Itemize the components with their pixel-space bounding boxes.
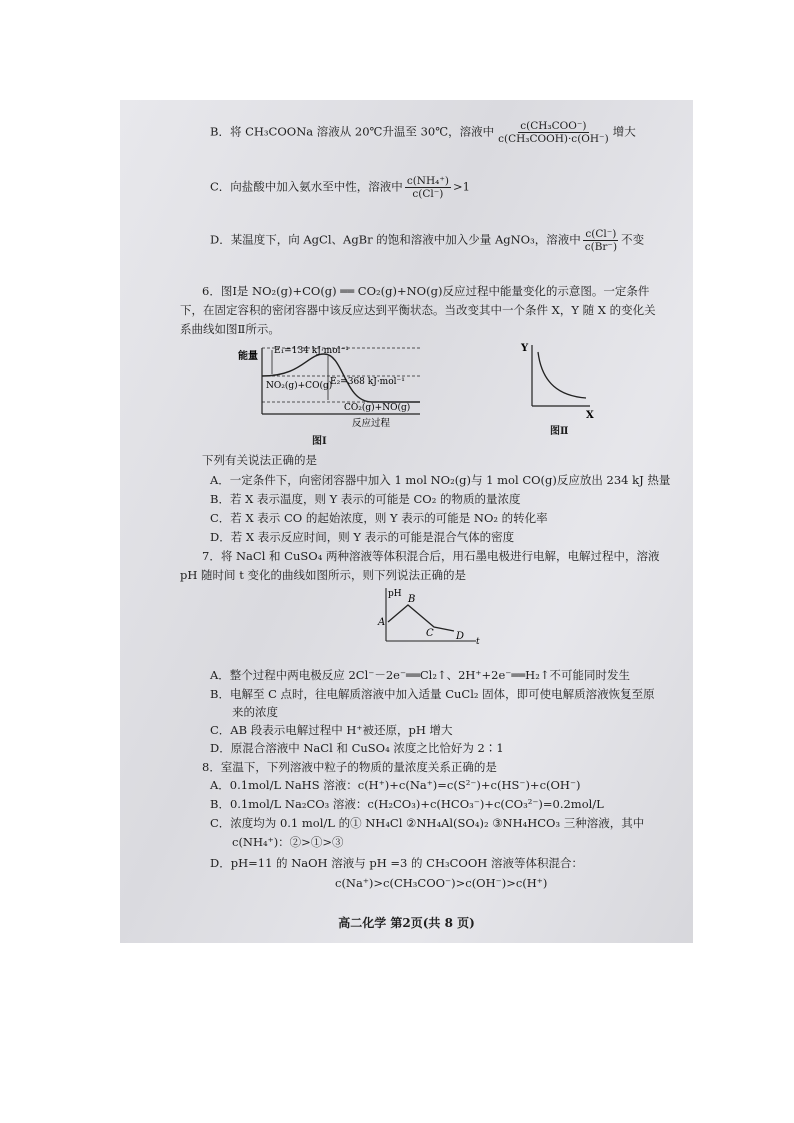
point-b-label: B [408,594,416,605]
e1-label: E₁=134 kJ·mol⁻¹ [274,346,349,356]
point-c-label: C [426,628,434,639]
q6-stem-line-1: 6．图Ⅰ是 NO₂(g)+CO(g) ══ CO₂(g)+NO(g)反应过程中能量变化的示意图。一定条件 [202,284,650,298]
page-footer: 高二化学 第2页(共 8 页) [338,916,475,930]
y-vs-x-graph [518,340,608,420]
q6-option-c: C．若 X 表示 CO 的起始浓度，则 Y 表示的可能是 NO₂ 的转化率 [210,511,548,525]
q5-c-fraction: $\frac{\text{c(NH₄⁺)}}{c(Cl^-)}$ [406,175,449,200]
ph-curve [388,605,454,631]
q7-option-c: C．AB 段表示电解过程中 H⁺被还原，pH 增大 [210,723,453,737]
q7-option-a: A．整个过程中两电极反应 2Cl⁻－2e⁻══Cl₂↑、2H⁺+2e⁻══H₂↑不可能同时发生 [210,668,630,682]
q7-option-d: D．原混合溶液中 NaCl 和 CuSO₄ 浓度之比恰好为 2∶1 [210,741,504,755]
e2-label: E₂=368 kJ·mol⁻¹ [330,377,405,387]
q5-b-fraction: $\frac{\text{c(CH₃COO⁻)}}{\text{c(CH₃COOH)·c(OH⁻)}}$ [498,120,609,145]
q7-stem-line-1: 7．将 NaCl 和 CuSO₄ 两种溶液等体积混合后，用石墨电极进行电解，电解过程中，溶液 [202,549,660,563]
energy-diagram [232,340,442,428]
x-axis-label: X [586,410,594,420]
reactants-label: NO₂(g)+CO(g) [266,381,333,391]
q5-option-b: B．将 CH₃COONa 溶液从 20℃升温至 30℃，溶液中 $\frac{\text{c(CH₃COO⁻)}}{\text{c(CH₃COOH)·c(OH⁻)}}$ 增大 [210,120,636,145]
q7-stem-line-2: pH 随时间 t 变化的曲线如图所示，则下列说法正确的是 [180,568,466,582]
point-d-label: D [456,631,465,642]
q8-option-a: A．0.1mol/L NaHS 溶液：c(H⁺)+c(Na⁺)=c(S²⁻)+c(HS⁻)+c(OH⁻) [210,778,581,792]
q5-d-fraction: $\frac{c(Cl^-)}{c(Br^-)}$ [584,228,618,253]
q7-option-b-cont: 来的浓度 [232,705,278,719]
q6-option-a: A．一定条件下，向密闭容器中加入 1 mol NO₂(g)与 1 mol CO(g)反应放出 234 kJ 热量 [210,473,671,487]
q8-option-d-cont: c(Na⁺)>c(CH₃COO⁻)>c(OH⁻)>c(H⁺) [335,876,548,890]
time-axis-label: t [476,637,480,647]
q6-option-d: D．若 X 表示反应时间，则 Y 表示的可能是混合气体的密度 [210,530,515,544]
products-label: CO₂(g)+NO(g) [344,403,411,413]
q8-option-d: D．pH=11 的 NaOH 溶液与 pH =3 的 CH₃COOH 溶液等体积混合： [210,856,583,870]
figure-1-caption: 图Ⅰ [312,436,327,447]
y-axis-label: Y [521,343,529,354]
figure-2-caption: 图Ⅱ [550,426,569,437]
q8-option-b: B．0.1mol/L Na₂CO₃ 溶液：c(H₂CO₃)+c(HCO₃⁻)+c(CO₃²⁻)=0.2mol/L [210,797,604,811]
q6-stem-line-2: 下，在固定容积的密闭容器中该反应达到平衡状态。当改变其中一个条件 X，Y 随 X 的变化关 [180,303,656,317]
ph-time-graph [372,585,484,655]
decreasing-curve [538,352,586,398]
energy-axis-label: 能量 [238,351,258,362]
q5-option-c: C．向盐酸中加入氨水至中性，溶液中 $\frac{\text{c(NH₄⁺)}}{c(Cl^-)}$ >1 [210,175,470,200]
reaction-process-label: 反应过程 [352,418,391,428]
q5-option-d: D．某温度下，向 AgCl、AgBr 的饱和溶液中加入少量 AgNO₃，溶液中 $\frac{c(Cl^-)}{c(Br^-)}$ 不变 [210,228,645,253]
ph-axis-label: pH [388,589,402,599]
q6-option-b: B．若 X 表示温度，则 Y 表示的可能是 CO₂ 的物质的量浓度 [210,492,521,506]
q6-stem-line-3: 系曲线如图Ⅱ所示。 [180,322,280,336]
q7-option-b: B．电解至 C 点时，往电解质溶液中加入适量 CuCl₂ 固体，即可使电解质溶液恢复至原 [210,687,655,701]
exam-page [120,100,693,943]
q6-lead: 下列有关说法正确的是 [202,453,317,467]
point-a-label: A [378,617,386,628]
q8-stem: 8．室温下，下列溶液中粒子的物质的量浓度关系正确的是 [202,760,497,774]
q8-option-c: C．浓度均为 0.1 mol/L 的① NH₄Cl ②NH₄Al(SO₄)₂ ③NH₄HCO₃ 三种溶液，其中 [210,816,645,830]
q8-option-c-cont: c(NH₄⁺)：②>①>③ [232,835,344,849]
